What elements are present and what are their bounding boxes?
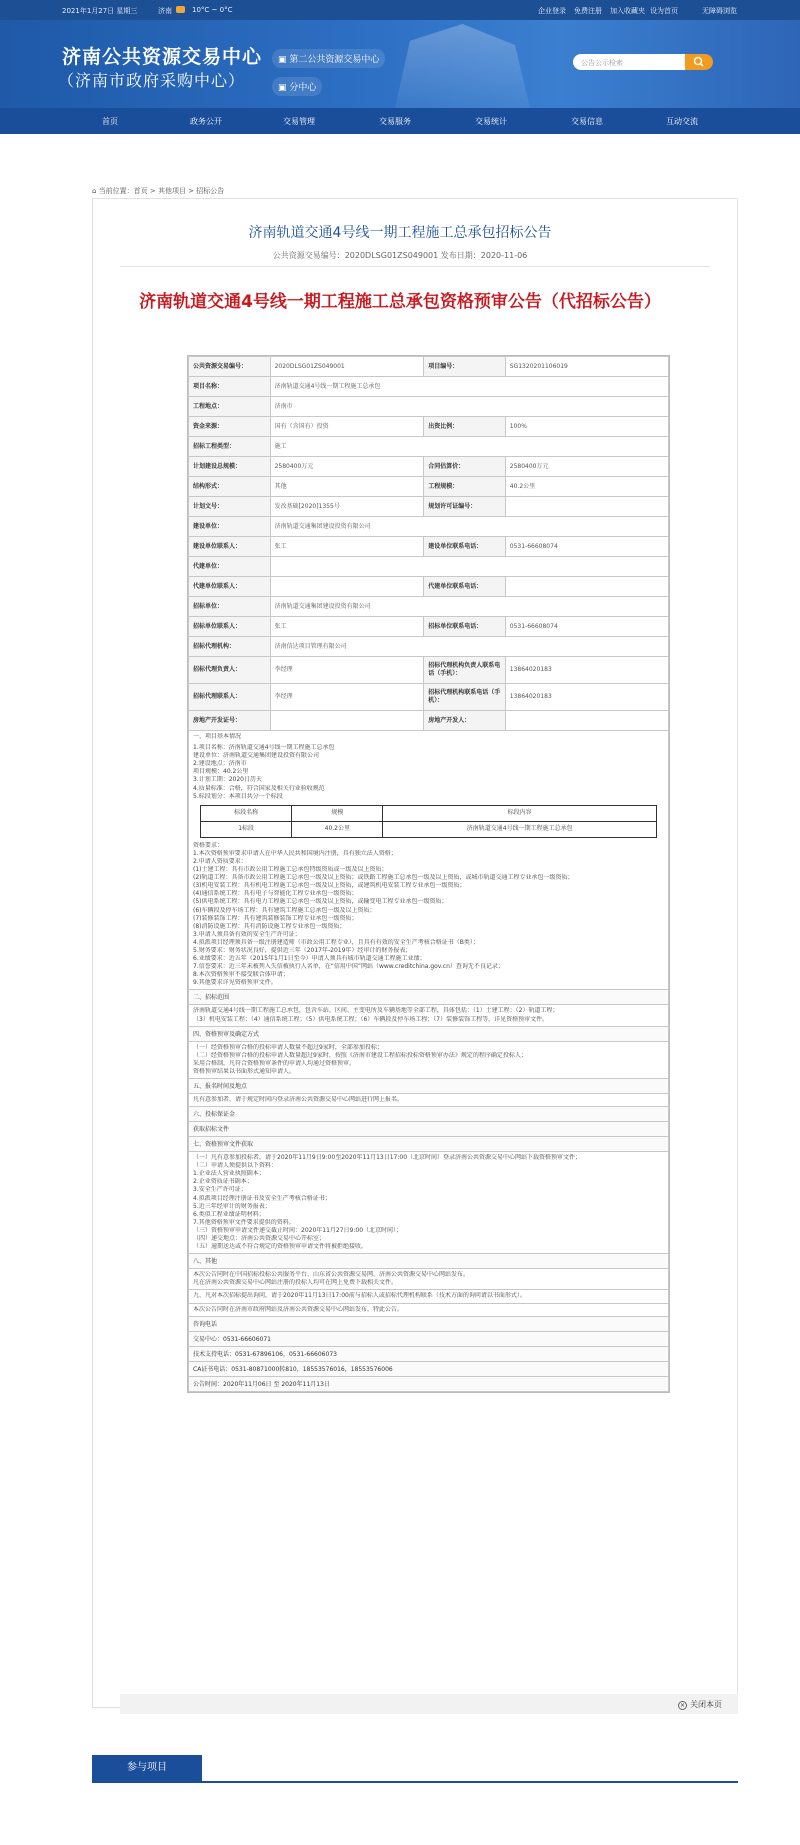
section-title: 八、其他: [188, 1254, 669, 1269]
info-label: 工程地点：: [189, 397, 271, 417]
section-basic-info: [188, 731, 669, 990]
branch-link-second-center[interactable]: [272, 49, 385, 68]
info-value: 13864020183: [505, 657, 668, 684]
info-row: [189, 457, 669, 477]
info-value: 0531-66608074: [505, 537, 668, 557]
info-row: [189, 617, 669, 637]
text-line: 项目规模：40.2公里: [193, 768, 249, 776]
info-value: 40.2公里: [505, 477, 668, 497]
info-label: 招标代理机构联系电话（手机）：: [424, 684, 506, 711]
text-line: 4.拟派项目经理注册证书及安全生产考核合格证书；: [193, 1194, 331, 1202]
text-line: 5.近三年经审计的财务报表；: [193, 1202, 271, 1210]
info-row: [189, 711, 669, 731]
text-line: 4.拟派项目经理须具备一级注册建造师（市政公用工程专业），且具有有效的安全生产考核合格证书（B类）；: [193, 938, 479, 946]
info-row: [189, 477, 669, 497]
section-title: 咨询电话: [188, 1317, 669, 1332]
info-value: 国有（含国有）投资: [270, 417, 424, 437]
text-line: 8.本次资格预审不接受联合体申请；: [193, 971, 289, 979]
info-value: 2580400万元: [270, 457, 424, 477]
close-page-button[interactable]: [678, 1699, 722, 1710]
text-line: （3）机电安装工程；（4）通信系统工程；（5）供电系统工程；（6）车辆段及停车场工程；（7）装修装饰工程等，详见资格预审文件。: [193, 1015, 549, 1023]
text-line: (8)消防设施工程：具有消防设施工程专业承包一级资质；: [193, 922, 346, 930]
qualification-text: [193, 842, 664, 988]
text-line: (3)机电安装工程：具有机电工程施工总承包一级及以上资质，或建筑机电安装工程专业承包一级资质；: [193, 882, 466, 890]
search-button[interactable]: [685, 54, 713, 70]
text-line: (6)车辆段及停车场工程：具有建筑工程施工总承包一级及以上资质；: [193, 906, 376, 914]
branch-label: 分中心: [289, 83, 317, 93]
info-row: [189, 357, 669, 377]
info-value: 济南信达项目管理有限公司: [270, 637, 668, 657]
info-value: 其他: [270, 477, 424, 497]
page-title: 济南轨道交通4号线一期工程施工总承包招标公告: [248, 225, 552, 241]
weather-temp: 10°C ~ 0°C: [192, 6, 233, 14]
section-document-acquisition: [188, 1152, 669, 1254]
breadcrumb: [92, 186, 224, 196]
top-bar: [0, 0, 800, 20]
info-label: 代建单位联系电话：: [424, 577, 506, 597]
info-row: [189, 684, 669, 711]
info-row: [189, 437, 669, 457]
text-line: 九、凡对本次招标提出询问，请于2020年11月13日17:00前与招标人或招标代理机构联系（技术方面的询问请以书面形式）。: [193, 1292, 526, 1300]
bid-cell: 40.2公里: [292, 821, 383, 837]
info-label: 规划许可证编号：: [424, 497, 506, 517]
text-line: (7)装修装饰工程：具有建筑装修装饰工程专业承包一级资质；: [193, 914, 358, 922]
info-label: 计划文号：: [189, 497, 271, 517]
info-value: 李经理: [270, 657, 424, 684]
contact-line: CA证书电话：0531-80871000转810，18553576016，18553576006: [188, 1362, 669, 1377]
text-line: 建设单位：济南轨道交通集团建设投资有限公司: [193, 752, 320, 760]
info-value: [505, 711, 668, 731]
contact-line: 公告时间：2020年11月06日 至 2020年11月13日: [188, 1377, 669, 1392]
info-label: 项目名称：: [189, 377, 271, 397]
site-subtitle: （济南市政府采购中心）: [58, 71, 246, 90]
breadcrumb-text[interactable]: 当前位置：首页 > 其他项目 > 招标公告: [98, 187, 225, 195]
nav-trade-info[interactable]: 交易信息: [571, 117, 603, 126]
text-line: （二）经资格预审合格的投标申请人数量超过9家时，按照《济南市建设工程招标投标资格预审办法》规定的程序确定投标人；: [193, 1051, 527, 1059]
section-title: 五、报名时间及地点: [188, 1079, 669, 1094]
info-value: 施工: [270, 437, 668, 457]
info-value: 13864020183: [505, 684, 668, 711]
info-value: [505, 577, 668, 597]
info-label: 招标单位：: [189, 597, 271, 617]
info-label: 结构形式：: [189, 477, 271, 497]
announcement-document: [187, 355, 670, 1393]
section-inquiry: [188, 1290, 669, 1303]
text-line: （三）资格预审申请文件递交截止时间：2020年11月27日9:00（北京时间）；: [193, 1226, 403, 1234]
section-title: 七、资格预审文件获取: [188, 1137, 669, 1152]
text-line: （二）申请人须提供以下资料：: [193, 1162, 278, 1170]
text-line: 7.其他资格预审文件要求提供的资料。: [193, 1218, 295, 1226]
info-label: 招标单位联系电话：: [424, 617, 506, 637]
text-line: 本次公告同时在济南市政府网站及济南公共资源交易中心网站发布，特此公告。: [193, 1305, 404, 1313]
text-line: 4.质量标准：合格，符合国家及相关行业验收规范: [193, 784, 325, 792]
info-value: 济南轨道交通集团建设投资有限公司: [270, 597, 668, 617]
text-line: （一）经资格预审合格的投标申请人数量不超过9家时，全部参加投标；: [193, 1043, 383, 1051]
text-line: 2.企业资质证书副本；: [193, 1178, 253, 1186]
info-table: [188, 356, 669, 731]
nav-home[interactable]: 首页: [102, 117, 118, 126]
info-label: 招标代理机构负责人联系电话（手机）：: [424, 657, 506, 684]
info-label: 房地产开发人：: [424, 711, 506, 731]
info-label: 房地产开发证号：: [189, 711, 271, 731]
section-title: 六、投标保证金: [188, 1107, 669, 1122]
text-line: 3.申请人须具备有效的安全生产许可证；: [193, 930, 301, 938]
info-label: 合同估算价：: [424, 457, 506, 477]
text-line: 资格要求：: [193, 841, 224, 849]
section-title: 一、项目基本情况: [193, 733, 242, 740]
nav-interaction[interactable]: 互动交流: [666, 117, 698, 126]
footer-bar: [120, 1694, 738, 1714]
info-label: 招标工程类型：: [189, 437, 271, 457]
branch-icon: ▣: [278, 83, 290, 93]
section-registration: [188, 1094, 669, 1107]
nav-trade-statistics[interactable]: 交易统计: [475, 117, 507, 126]
bid-cell: 济南轨道交通4号线一期工程施工总承包: [383, 821, 657, 837]
info-label: 招标单位联系人：: [189, 617, 271, 637]
text-line: 凡在济南公共资源交易中心网站注册的投标人均可在网上免费下载相关文件。: [193, 1279, 398, 1287]
info-label: 计划建设总规模：: [189, 457, 271, 477]
info-value: 发改基础[2020]1355号: [270, 497, 424, 517]
text-line: 5.财务要求：财务状况良好，提供近三年（2017年-2019年）经审计的财务报表；: [193, 946, 412, 954]
nav-gov-affairs[interactable]: 政务公开: [190, 117, 222, 126]
info-value: SG1320201106019: [505, 357, 668, 377]
info-value: 100%: [505, 417, 668, 437]
info-value: 济南轨道交通4号线一期工程施工总承包: [270, 377, 668, 397]
info-value: [270, 577, 424, 597]
info-value: 济南轨道交通集团建设投资有限公司: [270, 517, 668, 537]
announcement-title: 济南轨道交通4号线一期工程施工总承包资格预审公告（代招标公告）: [139, 292, 661, 312]
text-line: 1.本次资格预审要求申请人在中华人民共和国境内注册，具有独立法人资格；: [193, 849, 397, 857]
info-label: 招标代理负责人：: [189, 657, 271, 684]
info-row: [189, 637, 669, 657]
text-line: （一）凡有意参加投标者，请于2020年11月9日9:00至2020年11月13日17:00（北京时间）登录济南公共资源交易中心网站下载资格预审文件；: [193, 1154, 582, 1162]
info-value: [270, 557, 668, 577]
info-row: [189, 657, 669, 684]
top-link-favorite[interactable]: 加入收藏夹: [610, 7, 645, 15]
info-value: 张工: [270, 537, 424, 557]
info-row: [189, 537, 669, 557]
bid-section-table: [200, 805, 657, 838]
text-line: （四）递交地点：济南公共资源交易中心开标室；: [193, 1235, 326, 1243]
section-title: 获取招标文件: [188, 1122, 669, 1137]
text-line: 采用合格制，凡符合资格预审条件的申请人均通过资格预审。: [193, 1059, 356, 1067]
section-other: [188, 1269, 669, 1290]
header-banner: [0, 20, 800, 108]
text-line: 6.类似工程业绩证明材料；: [193, 1210, 265, 1218]
current-date: 2021年1月27日 星期三: [62, 7, 138, 15]
nav-trade-management[interactable]: 交易管理: [283, 117, 315, 126]
info-row: [189, 377, 669, 397]
home-icon: ⌂: [92, 187, 99, 195]
top-link-homepage[interactable]: 设为首页: [650, 7, 678, 15]
info-value: 0531-66608074: [505, 617, 668, 637]
text-line: 7.信誉要求：近三年未被列入失信被执行人名单，在“信用中国”网站（www.creditchina.gov.cn）查询无不良记录；: [193, 963, 504, 971]
text-line: (1)土建工程：具有市政公用工程施工总承包特级资质或一级及以上资质；: [193, 866, 388, 874]
text-line: 2.建设地点：济南市: [193, 760, 247, 768]
weather-icon: [176, 6, 185, 13]
info-row: [189, 397, 669, 417]
info-value: 济南市: [270, 397, 668, 417]
branch-label: 第二公共资源交易中心: [289, 55, 380, 65]
search-input[interactable]: 公告公示检索: [573, 54, 687, 70]
section-title: 四、资格预审及确定方式: [188, 1027, 669, 1042]
info-label: 出资比例：: [424, 417, 506, 437]
text-line: 3.安全生产许可证；: [193, 1186, 247, 1194]
top-link-register[interactable]: 免费注册: [574, 7, 602, 15]
bid-header: 标段内容: [383, 805, 657, 821]
info-row: [189, 557, 669, 577]
close-page-label: 关闭本页: [690, 1700, 722, 1709]
section-publish: [188, 1304, 669, 1317]
contact-line: 交易中心：0531-66606071: [188, 1332, 669, 1347]
info-label: 招标代理机构：: [189, 637, 271, 657]
section-title: 二、招标范围: [188, 990, 669, 1005]
section-prequalification: [188, 1042, 669, 1079]
text-line: 2.申请人资质要求：: [193, 857, 247, 865]
info-label: 公共资源交易编号：: [189, 357, 271, 377]
bid-header: 规模: [292, 805, 383, 821]
divider: [92, 1781, 738, 1783]
divider: [120, 266, 710, 267]
main-nav: [0, 108, 800, 134]
info-row: [189, 517, 669, 537]
info-value: 张工: [270, 617, 424, 637]
text-line: 济南轨道交通4号线一期工程施工总承包，包含车站、区间、主变电所及车辆基地等全部工程，具体包括：（1）土建工程；（2）轨道工程；: [193, 1007, 559, 1015]
text-line: （五）逾期送达或不符合规定的资格预审申请文件将被拒绝接收。: [193, 1243, 368, 1251]
branch-icon: ▣: [278, 55, 290, 65]
close-icon: ×: [679, 1702, 686, 1709]
text-line: 1.企业法人营业执照副本；: [193, 1170, 265, 1178]
building-graphic: [380, 24, 530, 108]
text-line: 6.业绩要求：近五年（2015年1月1日至今）申请人须具有城市轨道交通工程施工业绩；: [193, 955, 426, 963]
nav-trade-service[interactable]: 交易服务: [379, 117, 411, 126]
info-row: [189, 417, 669, 437]
contact-line: 技术支持电话：0531-67896106，0531-66606073: [188, 1347, 669, 1362]
info-row: [189, 497, 669, 517]
info-label: 建设单位：: [189, 517, 271, 537]
text-line: 3.计划工期：2020日历天: [193, 776, 262, 784]
site-title[interactable]: 济南公共资源交易中心: [62, 46, 263, 68]
bid-cell: 1标段: [201, 821, 292, 837]
info-value: [270, 711, 424, 731]
top-link-login[interactable]: 企业登录: [538, 7, 566, 15]
weather-city: 济南: [158, 7, 172, 15]
info-label: 代建单位：: [189, 557, 271, 577]
info-row: [189, 577, 669, 597]
info-label: 招标代理联系人：: [189, 684, 271, 711]
info-label: 建设单位联系人：: [189, 537, 271, 557]
info-value: [505, 497, 668, 517]
article-meta: 公共资源交易编号：2020DLSG01ZS049001 发布日期：2020-11-06: [272, 251, 528, 260]
text-line: 本次公告同时在中国招标投标公共服务平台、山东省公共资源交易网、济南公共资源交易中心网站发布。: [193, 1271, 470, 1279]
info-label: 项目编号：: [424, 357, 506, 377]
text-line: 资格预审结果以书面形式通知申请人。: [193, 1067, 296, 1075]
text-line: (5)供电系统工程：具有电力工程施工总承包一级及以上资质，或输变电工程专业承包一级资质；: [193, 898, 448, 906]
join-project-tab[interactable]: 参与项目: [92, 1755, 202, 1781]
info-row: [189, 597, 669, 617]
info-value: 2580400万元: [505, 457, 668, 477]
info-value: 李经理: [270, 684, 424, 711]
section-scope: [188, 1005, 669, 1026]
info-label: 资金来源：: [189, 417, 271, 437]
accessibility-link[interactable]: 无障碍浏览: [702, 7, 737, 15]
text-line: 凡有意参加者，请于规定时间内登录济南公共资源交易中心网站进行网上报名。: [193, 1096, 404, 1103]
text-line: (2)轨道工程：具备市政公用工程施工总承包一级及以上资质；或铁路工程施工总承包一级及以上资质，或城市轨道交通工程专业承包一级资质；: [193, 874, 574, 882]
info-label: 建设单位联系电话：: [424, 537, 506, 557]
text-line: (4)通信系统工程：具有电子与智能化工程专业承包一级资质；: [193, 890, 358, 898]
bid-header: 标段名称: [201, 805, 292, 821]
info-label: 工程规模：: [424, 477, 506, 497]
search-icon: [685, 54, 713, 70]
text-line: 5.标段划分：本项目共分一个标段: [193, 792, 283, 800]
info-label: 代建单位联系人：: [189, 577, 271, 597]
branch-link-sub-center[interactable]: [272, 77, 322, 96]
text-line: 9.其他要求详见资格预审文件。: [193, 979, 277, 987]
text-line: 1.项目名称：济南轨道交通4号线一期工程施工总承包: [193, 744, 335, 752]
info-value: 2020DLSG01ZS049001: [270, 357, 424, 377]
